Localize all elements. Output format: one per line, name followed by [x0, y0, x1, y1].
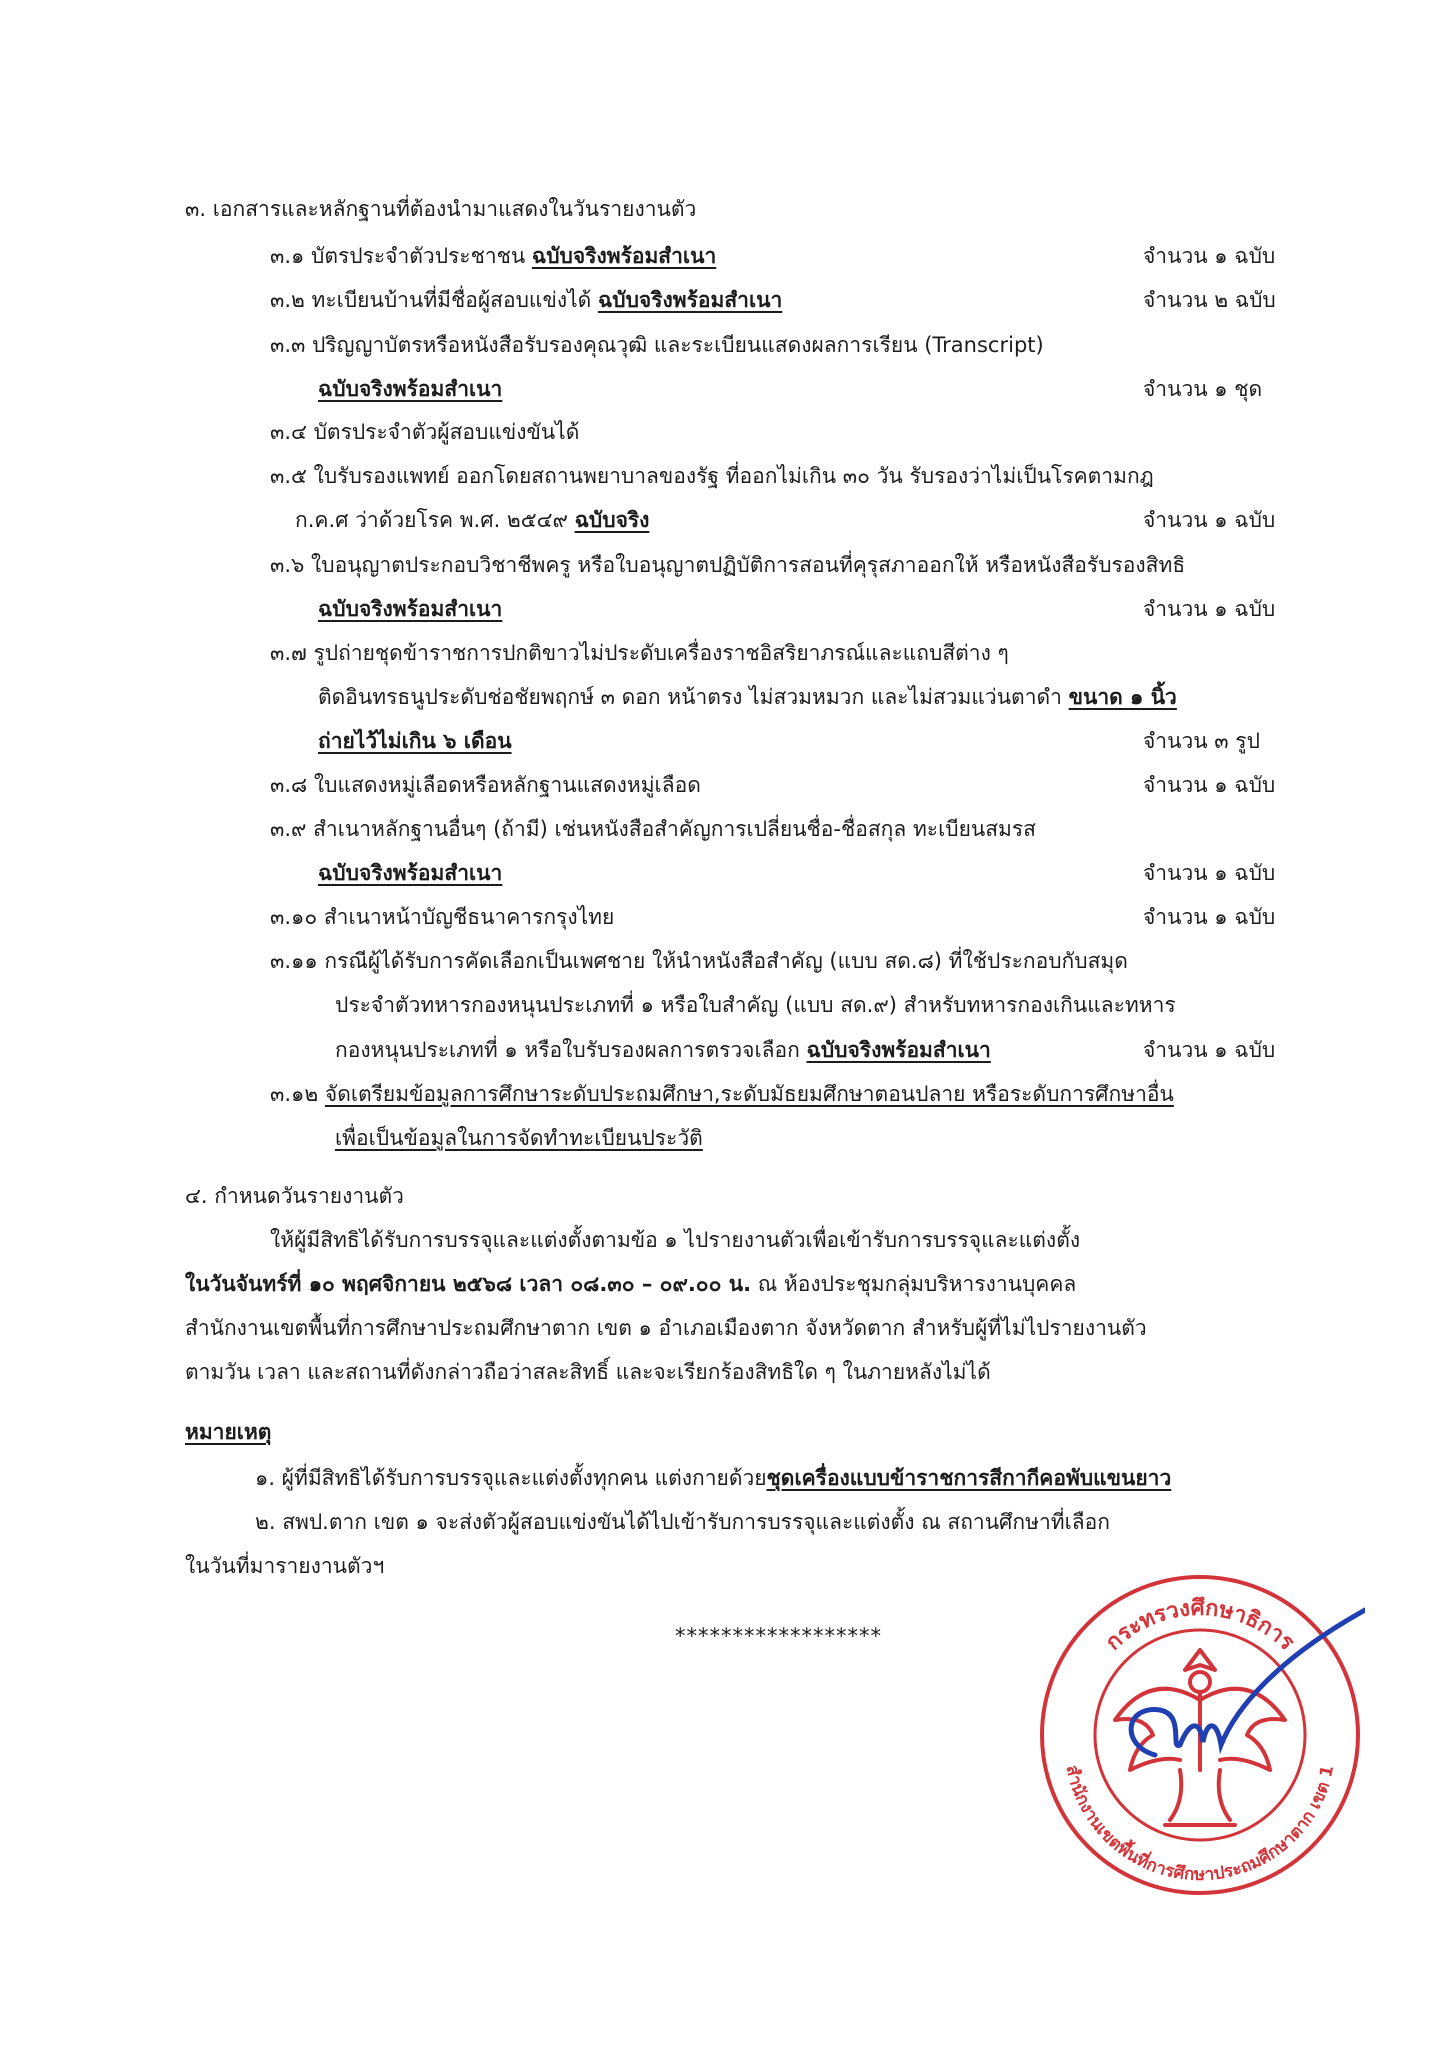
note-1-text: ๑. ผู้ที่มีสิทธิได้รับการบรรจุและแต่งตั้งทุกคน แต่งกายด้วย — [255, 1466, 767, 1490]
item-3-1-amount: จำนวน ๑ ฉบับ — [1143, 244, 1276, 268]
item-3-1 — [270, 240, 716, 272]
item-3-12-line2: เพื่อเป็นข้อมูลในการจัดทำทะเบียนประวัติ — [335, 1126, 703, 1150]
note-1 — [255, 1462, 1171, 1494]
item-3-11-line2: ประจำตัวทหารกองหนุนประเภทที่ ๑ หรือใบสำคัญ (แบบ สด.๙) สำหรับทหารกองเกินและทหาร — [335, 993, 1176, 1017]
item-3-3-amount: จำนวน ๑ ชุด — [1143, 377, 1263, 401]
item-3-5-amount: จำนวน ๑ ฉบับ — [1143, 508, 1276, 532]
item-3-12-text: จัดเตรียมข้อมูลการศึกษาระดับประถมศึกษา,ระดับมัธยมศึกษาตอนปลาย หรือระดับการศึกษาอื่น — [324, 1082, 1174, 1106]
item-3-9-amount: จำนวน ๑ ฉบับ — [1143, 861, 1276, 885]
note-2-line2: ในวันที่มารายงานตัวฯ — [185, 1554, 385, 1578]
item-3-9-line1: ๓.๙ สำเนาหลักฐานอื่นๆ (ถ้ามี) เช่นหนังสือสำคัญการเปลี่ยนชื่อ-ชื่อสกุล ทะเบียนสมรส — [270, 817, 1036, 841]
item-3-9-copy-note: ฉบับจริงพร้อมสำเนา — [318, 861, 503, 885]
item-3-1-text: ๓.๑ บัตรประจำตัวประชาชน — [270, 244, 532, 268]
item-3-3-line1: ๓.๓ ปริญญาบัตรหรือหนังสือรับรองคุณวุฒิ และระเบียนแสดงผลการเรียน (Transcript) — [270, 333, 1044, 357]
item-3-12-line1 — [270, 1078, 1174, 1110]
item-3-5-line2 — [295, 504, 649, 536]
item-3-11-line1: ๓.๑๑ กรณีผู้ได้รับการคัดเลือกเป็นเพศชาย ให้นำหนังสือสำคัญ (แบบ สด.๘) ที่ใช้ประกอบกับสมุด — [270, 949, 1128, 973]
item-3-7-age-note: ถ่ายไว้ไม่เกิน ๖ เดือน — [318, 729, 512, 753]
item-3-2-text: ๓.๒ ทะเบียนบ้านที่มีชื่อผู้สอบแข่งได้ — [270, 288, 598, 312]
notes-heading: หมายเหตุ — [185, 1420, 272, 1444]
item-3-6-amount: จำนวน ๑ ฉบับ — [1143, 597, 1276, 621]
item-3-5-line1: ๓.๕ ใบรับรองแพทย์ ออกโดยสถานพยาบาลของรัฐ ที่ออกไม่เกิน ๓๐ วัน รับรองว่าไม่เป็นโรคตามกฎ — [270, 464, 1154, 488]
item-3-11-copy-note: ฉบับจริงพร้อมสำเนา — [806, 1038, 991, 1062]
item-3-3-copy-note: ฉบับจริงพร้อมสำเนา — [318, 377, 503, 401]
item-3-6-line1: ๓.๖ ใบอนุญาตประกอบวิชาชีพครู หรือใบอนุญาตปฏิบัติการสอนที่คุรุสภาออกให้ หรือหนังสือรับรองสิทธิ — [270, 553, 1186, 577]
note-2-line1: ๒. สพป.ตาก เขต ๑ จะส่งตัวผู้สอบแข่งขันได้ไปเข้ารับการบรรจุและแต่งตั้ง ณ สถานศึกษาที่เลือก — [255, 1510, 1110, 1534]
item-3-10: ๓.๑๐ สำเนาหน้าบัญชีธนาคารกรุงไทย — [270, 905, 615, 929]
item-3-5-line2-text: ก.ค.ศ ว่าด้วยโรค พ.ศ. ๒๕๔๙ — [295, 508, 575, 532]
official-seal — [1035, 1570, 1365, 1900]
item-3-2-amount: จำนวน ๒ ฉบับ — [1143, 288, 1276, 312]
end-marker: ****************** — [675, 1624, 882, 1648]
section-3-heading: ๓. เอกสารและหลักฐานที่ต้องนำมาแสดงในวันรายงานตัว — [185, 197, 697, 221]
item-3-7-line2-text: ติดอินทรธนูประดับช่อชัยพฤกษ์ ๓ ดอก หน้าตรง ไม่สวมหมวก และไม่สวมแว่นตาดำ — [318, 685, 1069, 709]
item-3-7-line1: ๓.๗ รูปถ่ายชุดข้าราชการปกติขาวไม่ประดับเครื่องราชอิสริยาภรณ์และแถบสีต่าง ๆ — [270, 641, 1009, 665]
seal-top-text: กระทรวงศึกษาธิการ — [1101, 1595, 1299, 1656]
item-3-4: ๓.๔ บัตรประจำตัวผู้สอบแข่งขันได้ — [270, 420, 580, 444]
section-4-para-line3: สำนักงานเขตพื้นที่การศึกษาประถมศึกษาตาก เขต ๑ อำเภอเมืองตาก จังหวัดตาก สำหรับผู้ที่ไม่ไปรายงานตัว — [185, 1316, 1147, 1340]
section-4-para-line2 — [185, 1268, 1076, 1300]
report-venue: ณ ห้องประชุมกลุ่มบริหารงานบุคคล — [751, 1272, 1077, 1296]
item-3-2-copy-note: ฉบับจริงพร้อมสำเนา — [597, 288, 783, 312]
item-3-5-copy-note: ฉบับจริง — [574, 508, 650, 532]
item-3-6-copy-note: ฉบับจริงพร้อมสำเนา — [318, 597, 503, 621]
note-1-uniform: ชุดเครื่องแบบข้าราชการสีกากีคอพับแขนยาว — [766, 1466, 1172, 1490]
item-3-1-copy-note: ฉบับจริงพร้อมสำเนา — [531, 244, 717, 268]
item-3-8: ๓.๘ ใบแสดงหมู่เลือดหรือหลักฐานแสดงหมู่เลือด — [270, 773, 701, 797]
section-4-heading: ๔. กำหนดวันรายงานตัว — [185, 1184, 404, 1208]
item-3-10-amount: จำนวน ๑ ฉบับ — [1143, 905, 1276, 929]
seal-ring-text: สำนักงานเขตพื้นที่การศึกษาประถมศึกษาตาก เขต 1 — [1061, 1763, 1339, 1885]
item-3-11-line3 — [335, 1034, 991, 1066]
item-3-7-size-note: ขนาด ๑ นิ้ว — [1068, 685, 1177, 709]
section-4-para-line4: ตามวัน เวลา และสถานที่ดังกล่าวถือว่าสละสิทธิ์ และจะเรียกร้องสิทธิใด ๆ ในภายหลังไม่ได้ — [185, 1360, 991, 1384]
item-3-7-amount: จำนวน ๓ รูป — [1143, 729, 1260, 753]
item-3-11-amount: จำนวน ๑ ฉบับ — [1143, 1038, 1276, 1062]
item-3-8-amount: จำนวน ๑ ฉบับ — [1143, 773, 1276, 797]
report-date-time: ในวันจันทร์ที่ ๑๐ พฤศจิกายน ๒๕๖๘ เวลา ๐๘.๓๐ – ๐๙.๐๐ น. — [185, 1272, 752, 1296]
item-3-2 — [270, 284, 782, 316]
item-3-11-line3-text: กองหนุนประเภทที่ ๑ หรือใบรับรองผลการตรวจเลือก — [335, 1038, 807, 1062]
item-3-12-number: ๓.๑๒ — [270, 1082, 325, 1106]
section-4-para-line1: ให้ผู้มีสิทธิได้รับการบรรจุและแต่งตั้งตามข้อ ๑ ไปรายงานตัวเพื่อเข้ารับการบรรจุและแต่งตั้ง — [270, 1228, 1081, 1252]
item-3-7-line2 — [318, 681, 1177, 713]
